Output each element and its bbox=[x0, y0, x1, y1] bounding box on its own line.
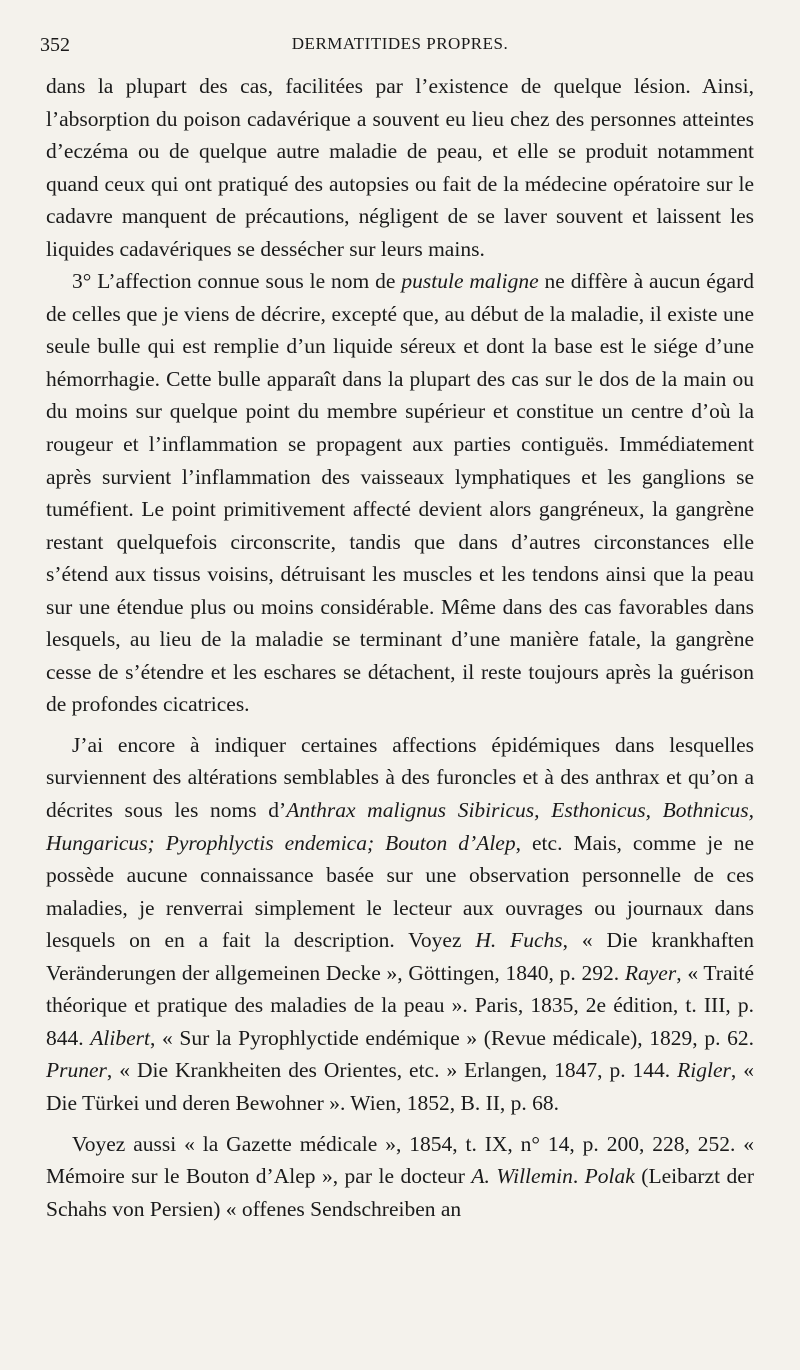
author-name: Rigler bbox=[677, 1058, 731, 1083]
author-name: Alibert bbox=[90, 1025, 150, 1050]
text-run: , « Traité théorique et pratique des maladies de la peau ». Paris, 1835, 2e édition, t. III, p. 844. bbox=[46, 960, 754, 1050]
author-name: Polak bbox=[584, 1164, 635, 1189]
text-run: , « Sur la Pyrophlyctide endémique » (Revue médicale), 1829, p. 62. bbox=[150, 1025, 754, 1050]
text-run: , « Die krankhaften Veränderungen der allgemeinen Decke », Göttingen, 1840, p. 292. bbox=[46, 928, 754, 985]
text-run: . bbox=[572, 1164, 585, 1189]
italic-term: Anthrax malignus Sibiricus, Esthonicus, Bothnicus, Hungaricus; Pyrophlyctis endemica; Bouton d’Alep bbox=[46, 798, 754, 855]
text-run: , etc. Mais, comme je ne possède aucune connaissance basée sur une observation personnelle de ces maladies, je renverrai simplement le lecteur aux ouvrages ou journaux dans lesquels on en a fait la description. Voyez bbox=[46, 830, 754, 953]
author-name: Pruner bbox=[46, 1058, 107, 1083]
text-run: (Leibarzt der Schahs von Persien) « offenes Sendschreiben an bbox=[46, 1164, 754, 1221]
author-name: H. Fuchs bbox=[475, 928, 563, 953]
author-name: A. Willemin bbox=[471, 1164, 573, 1189]
text-run: ne diffère à aucun égard de celles que je viens de décrire, excepté que, au début de la maladie, il existe une seule bulle qui est remplie d’un liquide séreux et dont la base est le siége d’une hémorrhagie. Cette bulle apparaît dans la plupart des cas sur le dos de la main ou du moins sur quelque point du membre supérieur et constitue un centre d’où la rougeur et l’inflammation se propagent aux parties contiguës. Immédiatement après survient l’inflammation des vaisseaux lymphatiques et les ganglions se tuméfient. Le point primitivement affecté devient alors gangréneux, la gangrène restant quelquefois circonscrite, tandis que dans d’autres circonstances elle s’étend aux tissus voisins, détruisant les muscles et les tendons ainsi que la peau sur une étendue plus ou moins considérable. Même dans des cas favorables dans lesquels, au lieu de la maladie se terminant d’une manière fatale, la gangrène cesse de s’étendre et les eschares se détachent, il reste toujours après la guérison de profondes cicatrices. bbox=[46, 269, 754, 717]
italic-term: pustule maligne bbox=[401, 269, 539, 294]
running-head bbox=[40, 30, 760, 60]
paragraph-continuation: dans la plupart des cas, facilitées par l’existence de quelque lésion. Ainsi, l’absorption du poison cadavérique a souvent eu lieu chez des personnes atteintes d’eczéma ou de quelque autre maladie de peau, et elle se produit notamment quand ceux qui ont pratiqué des autopsies ou fait de la médecine opératoire sur le cadavre manquent de précautions, négligent de se laver souvent et laissent les liquides cadavériques se dessécher sur leurs mains. bbox=[46, 74, 754, 261]
paragraph-pustule-maligne bbox=[46, 265, 754, 721]
paragraph-epidemic-affections bbox=[46, 729, 754, 1120]
text-run: J’ai encore à indiquer certaines affections épidémiques dans lesquelles surviennent des altérations semblables à des furoncles et à des anthrax et qu’on a décrites sous les noms d’ bbox=[46, 732, 754, 823]
text-run: , « Die Türkei und deren Bewohner ». Wien, 1852, B. II, p. 68. bbox=[46, 1058, 755, 1115]
text-run: 3° L’affection connue sous le nom de bbox=[72, 269, 402, 294]
body-text bbox=[46, 70, 754, 1225]
text-run: , « Die Krankheiten des Orientes, etc. » Erlangen, 1847, p. 144. bbox=[106, 1058, 678, 1083]
running-title: DERMATITIDES PROPRES. bbox=[291, 34, 509, 53]
author-name: Rayer bbox=[624, 960, 677, 985]
paragraph-see-also bbox=[46, 1128, 754, 1226]
page-number: 352 bbox=[40, 34, 70, 56]
text-run: Voyez aussi « la Gazette médicale », 1854, t. IX, n° 14, p. 200, 228, 252. « Mémoire sur le Bouton d’Alep », par le docteur bbox=[46, 1131, 754, 1189]
